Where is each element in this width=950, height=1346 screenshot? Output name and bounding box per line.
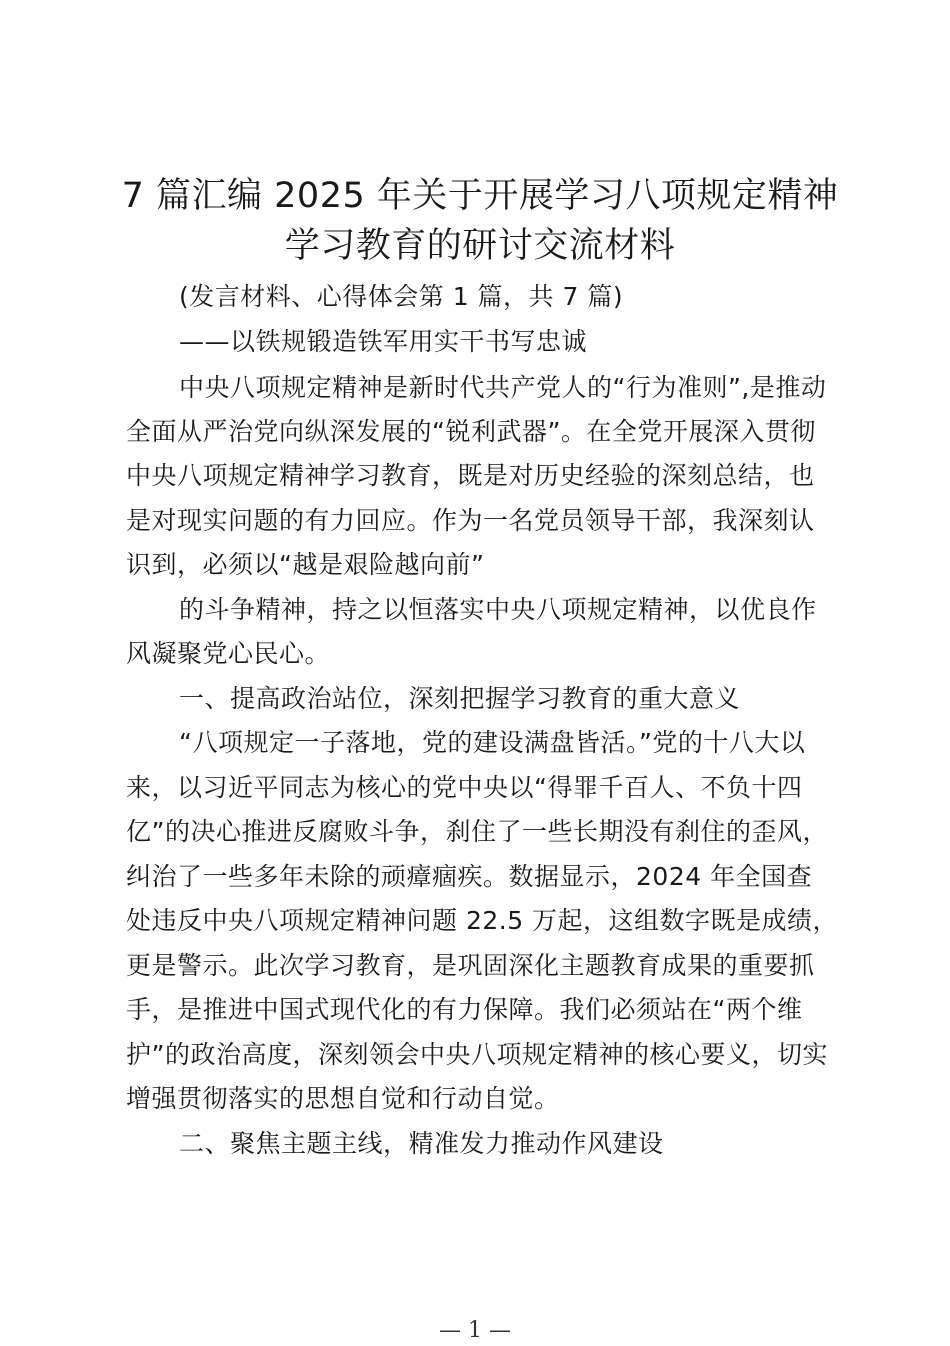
section-heading-2: 二、聚焦主题主线，精准发力推动作风建设 [179,1129,664,1158]
paragraph-line: “八项规定一子落地，党的建设满盘皆活。”党的十八大以 [179,728,806,757]
paragraph-line: 来，以习近平同志为核心的党中央以“得罪千百人、不负十四 [126,773,803,802]
paragraph-line: 手，是推进中国式现代化的有力保障。我们必须站在“两个维 [126,995,803,1024]
subtitle-note: (发言材料、心得体会第 1 篇，共 7 篇) [179,282,624,311]
paragraph-line: 是对现实问题的有力回应。作为一名党员领导干部，我深刻认 [126,506,815,535]
paragraph-line: 的斗争精神，持之以恒落实中央八项规定精神，以优良作 [179,595,817,624]
section-heading-1: 一、提高政治站位，深刻把握学习教育的重大意义 [179,684,741,713]
paragraph-line: 中央八项规定精神是新时代共产党人的“行为准则”,是推动 [179,373,827,402]
paragraph-line: 中央八项规定精神学习教育，既是对历史经验的深刻总结，也 [126,461,815,490]
paragraph-line: 识到，必须以“越是艰险越向前” [126,550,485,579]
paragraph-line: 风凝聚党心民心。 [126,639,331,668]
subtitle-theme: ——以铁规锻造铁军用实干书写忠诚 [179,327,588,356]
document-title-line-1: 7 篇汇编 2025 年关于开展学习八项规定精神 [121,176,839,216]
document-title-line-2: 学习教育的研讨交流材料 [284,226,676,266]
page-number: — 1 — [439,1318,511,1343]
paragraph-line: 全面从严治党向纵深发展的“锐利武器”。在全党开展深入贯彻 [126,417,816,446]
paragraph-line: 更是警示。此次学习教育，是巩固深化主题教育成果的重要抓 [126,951,815,980]
paragraph-line: 处违反中央八项规定精神问题 22.5 万起，这组数字既是成绩， [126,906,839,935]
paragraph-line: 亿”的决心推进反腐败斗争，刹住了一些长期没有刹住的歪风， [126,817,828,846]
paragraph-line: 纠治了一些多年未除的顽瘴痼疾。数据显示，2024 年全国查 [126,862,813,891]
paragraph-line: 增强贯彻落实的思想自觉和行动自觉。 [126,1084,560,1113]
paragraph-line: 护”的政治高度，深刻领会中央八项规定精神的核心要义，切实 [126,1040,828,1069]
